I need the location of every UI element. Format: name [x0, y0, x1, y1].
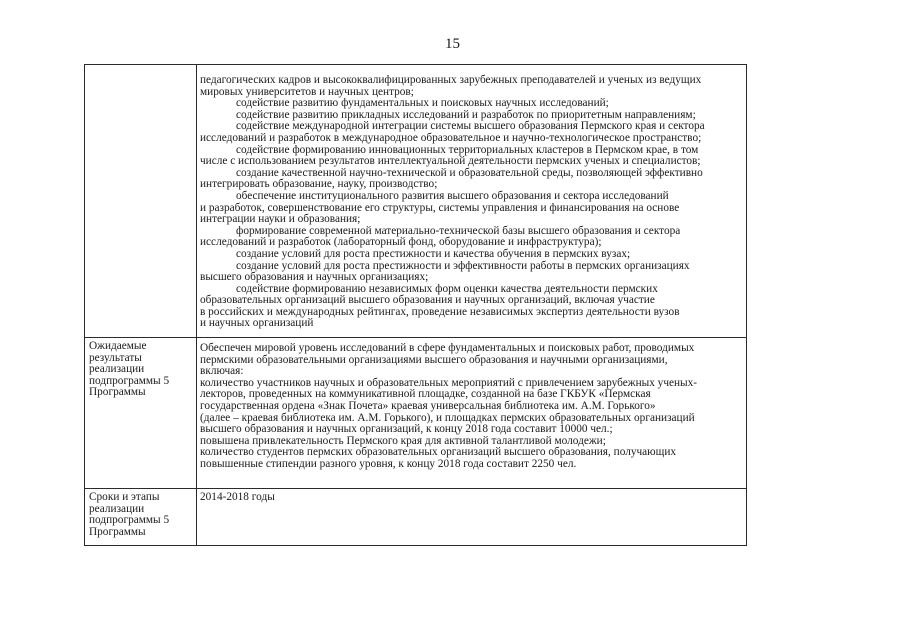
text-line: Обеспечен мировой уровень исследований в сфере фундаментальных и поисковых работ, проводимых	[200, 342, 695, 355]
text-line: содействие формированию инновационных территориальных кластеров в Пермском крае, в том	[236, 143, 699, 156]
row-content-cell	[197, 338, 747, 489]
text-line: создание условий для роста престижности и эффективности работы в пермских организациях	[236, 259, 690, 272]
text-line: 2014-2018 годы	[200, 491, 275, 504]
text-line: формирование современной материально-технической базы высшего образования и сектора	[236, 224, 681, 237]
text-line: содействие международной интеграции системы высшего образования Пермского края и сектора	[236, 120, 705, 133]
row-content	[197, 338, 746, 471]
text-line: количество участников научных и образовательных мероприятий с привлечением зарубежных ученых-	[200, 376, 698, 389]
row-label-line: Программы	[89, 386, 146, 399]
text-line: государственная ордена «Знак Почета» краевая универсальная библиотека им. А.М. Горького»	[200, 400, 656, 413]
text-line: интеграции науки и образования;	[200, 213, 361, 226]
row-label-line: Сроки и этапы	[89, 491, 160, 504]
text-line: повышена привлекательность Пермского края для активной талантливой молодежи;	[200, 434, 606, 447]
row-label-line: Ожидаемые	[89, 340, 147, 353]
row-label	[85, 338, 196, 401]
row-content	[197, 75, 746, 330]
text-line: педагогических кадров и высококвалифицированных зарубежных преподавателей и ученых из ведущих	[200, 74, 702, 86]
row-label-line: подпрограммы 5	[89, 374, 170, 387]
text-line: пермскими образовательными организациями высшего образования и научными организациями,	[200, 353, 668, 366]
text-line: содействие развитию фундаментальных и поисковых научных исследований;	[236, 97, 609, 110]
row-label-line: реализации	[89, 363, 145, 376]
text-line: мировых университетов и научных центров;	[200, 85, 414, 98]
text-line: лекторов, проведенных на коммуникативной площадке, созданной на базе ГКБУК «Пермская	[200, 388, 651, 401]
row-label-cell	[85, 489, 197, 546]
page-number: 15	[445, 36, 460, 52]
text-line: содействие формированию независимых форм оценки качества деятельности пермских	[236, 282, 658, 295]
table-row-timeline	[85, 489, 747, 546]
row-content-cell	[197, 65, 747, 338]
text-line: исследований и разработок в международное образовательное и научно-технологическое пространство;	[200, 131, 702, 144]
text-line: высшего образования и научных организациях;	[200, 271, 429, 284]
text-line: обеспечение институционального развития высшего образования и сектора исследований	[236, 189, 669, 202]
text-line: высшего образования и научных организаций, к концу 2018 года составит 10000 чел.;	[200, 423, 613, 436]
row-label-line: Программы	[89, 525, 146, 538]
text-line: и разработок, совершенствование его структуры, системы управления и финансирования на основе	[200, 201, 680, 214]
subprogram-passport-table	[84, 64, 747, 546]
text-line: создание качественной научно-технической и образовательной среды, позволяющей эффективно	[236, 166, 703, 179]
text-line: числе с использованием результатов интеллектуальной деятельности пермских ученых и специалистов;	[200, 155, 701, 168]
text-line: повышенные стипендии разного уровня, к концу 2018 года составит 2250 чел.	[200, 458, 577, 470]
table-row-goals	[85, 65, 747, 338]
row-label-line: подпрограммы 5	[89, 514, 170, 527]
row-content	[197, 489, 746, 504]
text-line: (далее – краевая библиотека им. А.М. Горького), и площадках пермских образовательных организаций	[200, 411, 695, 424]
text-line: образовательных организаций высшего образования и научных организаций, включая участие	[200, 294, 655, 307]
text-line: создание условий для роста престижности и качества обучения в пермских вузах;	[236, 247, 631, 260]
text-line: в российских и международных рейтингах, проведение независимых экспертиз деятельности вузов	[200, 305, 680, 318]
text-line: и научных организаций	[200, 317, 314, 330]
text-line: исследований и разработок (лабораторный фонд, оборудование и инфраструктура);	[200, 236, 602, 249]
row-label-line: результаты	[89, 351, 142, 364]
text-line: включая:	[200, 365, 244, 378]
row-label-line: реализации	[89, 502, 145, 515]
table-row-expected-results	[85, 338, 747, 489]
text-line: количество студентов пермских образовательных организаций высшего образования, получающих	[200, 446, 677, 459]
text-line: интегрировать образование, науку, производство;	[200, 178, 438, 191]
row-content-cell	[197, 489, 747, 546]
row-label-cell	[85, 338, 197, 489]
text-line: содействие развитию прикладных исследований и разработок по приоритетным направлениям;	[236, 108, 696, 121]
row-label-cell	[85, 65, 197, 338]
row-label	[85, 489, 196, 540]
row-label	[85, 65, 196, 70]
